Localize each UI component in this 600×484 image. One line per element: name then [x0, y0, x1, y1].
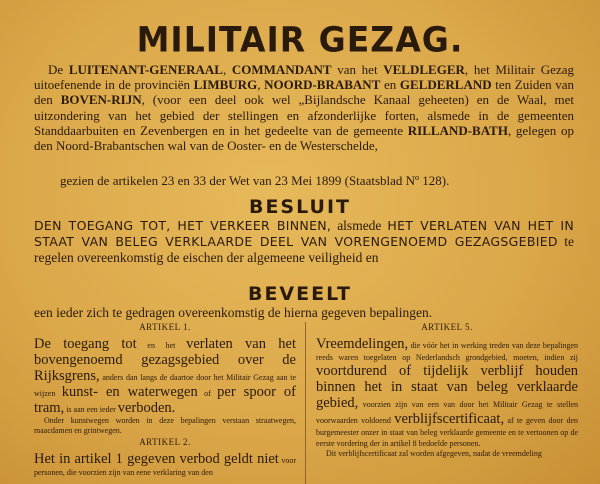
artikel-5-bold: Vreemdelingen,: [316, 336, 409, 352]
intro-rank: LUITENANT-GENERAAL: [68, 62, 223, 77]
artikel-1-bold: verboden.: [117, 400, 176, 416]
right-column: [316, 322, 578, 459]
besluit-paragraph: [34, 218, 574, 266]
beveelt-text: een ieder zich te gedragen overeenkomstig de hierna gegeven bepalingen.: [34, 305, 433, 320]
intro-text: van het: [331, 62, 384, 77]
artikel-5-bold: voortdurend of tijdelijk verblijf houden binnen het in staat van beleg verklaarde gebied,: [316, 363, 578, 411]
intro-rilland-bath: RILLAND-BATH: [407, 122, 508, 138]
artikel-2-heading: ARTIKEL 2.: [139, 437, 191, 447]
besluit-text: alsmede: [331, 218, 388, 233]
artikel-1-small: of: [197, 389, 218, 398]
artikel-2-small: voor personen, die voorzien zijn van eene verklaring van den: [34, 456, 296, 477]
artikel-2-text: [34, 451, 296, 478]
artikel-1-bold: kunst- en waterwegen: [61, 384, 198, 400]
intro-text: en: [380, 77, 400, 93]
intro-paragraph: [34, 62, 574, 153]
legal-basis-line: gezien de artikelen 23 en 33 der Wet van 23 Mei 1899 (Staatsblad Nº 128).: [60, 173, 450, 188]
artikel-5-continuation: Dit verblijfscertificaat zal worden afgegeven, nadat de vreemdeling: [326, 449, 542, 458]
besluit-caps-text: DEN TOEGANG TOT, HET VERKEER BINNEN,: [34, 218, 332, 233]
artikel-2-bold: Het in artikel 1 gegeven verbod geldt niet: [34, 451, 279, 467]
intro-text: , het Militair Gezag uitoefenende in de provinciën: [34, 62, 574, 93]
intro-text: ,: [257, 77, 265, 93]
artikel-1-bold: verlaten van het bovengenoemd gezagsgebied over de Rijksgrens,: [34, 336, 296, 384]
left-column: [34, 322, 296, 478]
intro-text: ten Zuiden van den: [34, 77, 575, 108]
artikel-1-note: Onder kunstwegen worden in deze bepalingen verstaan straatwegen, maacdamen en grintwegen.: [34, 416, 296, 435]
intro-commandant: COMMANDANT: [231, 62, 332, 77]
artikel-1-heading: ARTIKEL 1.: [139, 322, 191, 332]
intro-province-limburg: LIMBURG: [193, 77, 258, 93]
artikel-5-heading: ARTIKEL 5.: [421, 322, 473, 332]
artikel-1-small: is aan een ieder: [64, 405, 118, 414]
intro-text: De: [48, 62, 69, 77]
artikel-1-bold: per spoor of tram,: [34, 384, 296, 416]
artikel-1-small: anders dan langs de daartoe door het Militair Gezag aan te wijzen: [34, 373, 296, 398]
intro-text: , gelegen op den Noord-Brabantschen wal van de Ooster- en de Westerschelde,: [34, 122, 575, 154]
artikel-1-text: [34, 336, 296, 416]
poster-title: MILITAIR GEZAG.: [136, 19, 464, 60]
besluit-heading: BESLUIT: [248, 196, 352, 218]
intro-boven-rijn: BOVEN-RIJN: [60, 92, 142, 108]
artikel-1-bold: De toegang tot: [34, 336, 137, 352]
column-divider: [305, 322, 306, 484]
beveelt-heading: BEVEELT: [247, 283, 353, 305]
artikel-5-small: voorzien zijn van een van door het Militair Gezag te stellen voorwaarden voldoend: [316, 400, 578, 425]
intro-text: , (voor een deel ook wel „Bijlandsche Kanaal geheeten) en de Waal, met uitzondering van het gebied der stellingen en afzonderlijke forten, alsmede in de gemeenten Standdaarbuiten en Zevenbergen en in het gedeelte van de gemeente: [34, 92, 574, 138]
besluit-text: te regelen overeenkomstig de eischen der algemeene veiligheid en: [34, 234, 575, 265]
besluit-caps-text: HET VERLATEN VAN HET IN STAAT VAN BELEG VERKLAARDE DEEL VAN VORENGENOEMD GEZAGSGEBIED: [34, 218, 575, 249]
artikel-5-bold: verblijfscertificaat,: [394, 411, 505, 427]
intro-province-noord-brabant: NOORD-BRABANT: [264, 77, 381, 93]
artikel-5-small: die vóór het in werking treden van deze bepalingen reeds waren toegelaten op Nederlandsch grondgebied, moeten, indien zij: [316, 341, 578, 362]
artikel-5-small: af te geven door den burgemeester onzer in staat van beleg verklaarde gemeente en te vertoonen op de eerste vordering der in artikel 8 bedoelde personen.: [316, 416, 579, 448]
intro-text: ,: [222, 62, 232, 77]
intro-province-gelderland: GELDERLAND: [399, 77, 492, 93]
artikel-5-text: [316, 336, 578, 449]
artikel-1-small: en het: [136, 341, 187, 350]
intro-veldleger: VELDLEGER: [383, 62, 465, 77]
